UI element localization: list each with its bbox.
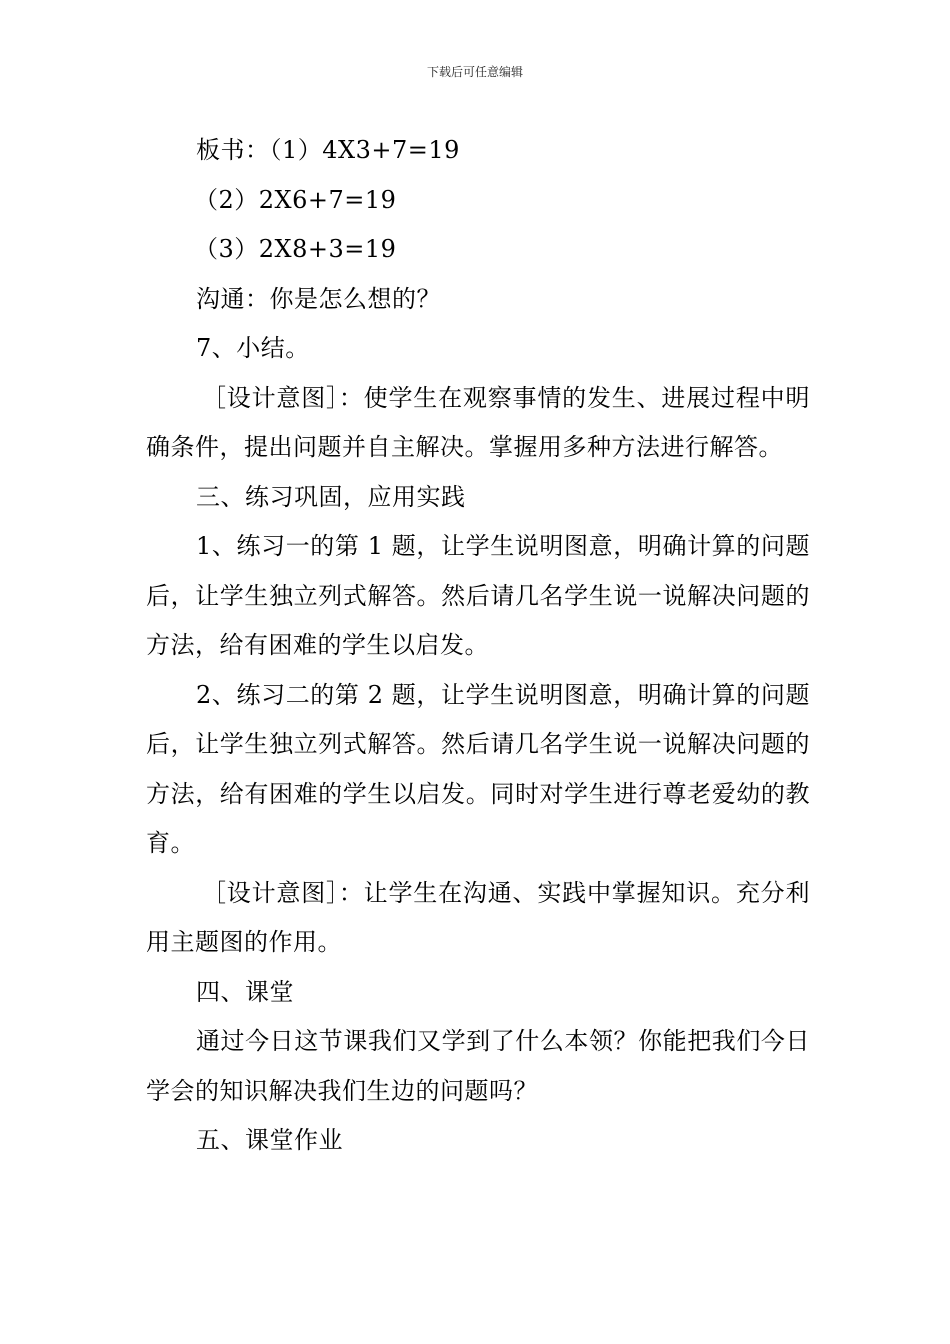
section-classroom-heading: 四、课堂 (196, 977, 294, 1006)
board-writing-line-1: 板书：（1）4X3+7=19 (196, 136, 460, 164)
document-body (146, 126, 810, 1166)
practice-item-2: 2、练习二的第 2 题，让学生说明图意，明确计算的问题后，让学生独立列式解答。然后请几名学生说一说解决问题的方法，给有困难的学生以启发。同时对学生进行尊老爱幼的教育。 (146, 680, 810, 857)
section-summary-heading: 7、小结。 (196, 334, 310, 362)
practice-item-1: 1、练习一的第 1 题，让学生说明图意，明确计算的问题后，让学生独立列式解答。然后请几名学生说一说解决问题的方法，给有困难的学生以启发。 (146, 532, 810, 659)
section-practice-heading: 三、练习巩固，应用实践 (196, 482, 466, 511)
section-homework-heading: 五、课堂作业 (196, 1126, 343, 1154)
design-intent-paragraph-2: ［设计意图］：让学生在沟通、实践中掌握知识。充分利用主题图的作用。 (146, 878, 810, 956)
board-writing-line-2: （2）2X6+7=19 (194, 185, 397, 214)
communication-question: 沟通：你是怎么想的？ (196, 284, 441, 313)
design-intent-paragraph-1: ［设计意图］：使学生在观察事情的发生、进展过程中明确条件，提出问题并自主解决。掌握用多种方法进行解答。 (146, 383, 810, 461)
board-writing-line-3: （3）2X8+3=19 (194, 235, 397, 263)
page-header-watermark: 下载后可任意编辑 (426, 65, 523, 79)
classroom-reflection-paragraph: 通过今日这节课我们又学到了什么本领？你能把我们今日学会的知识解决我们生边的问题吗？ (146, 1027, 810, 1105)
